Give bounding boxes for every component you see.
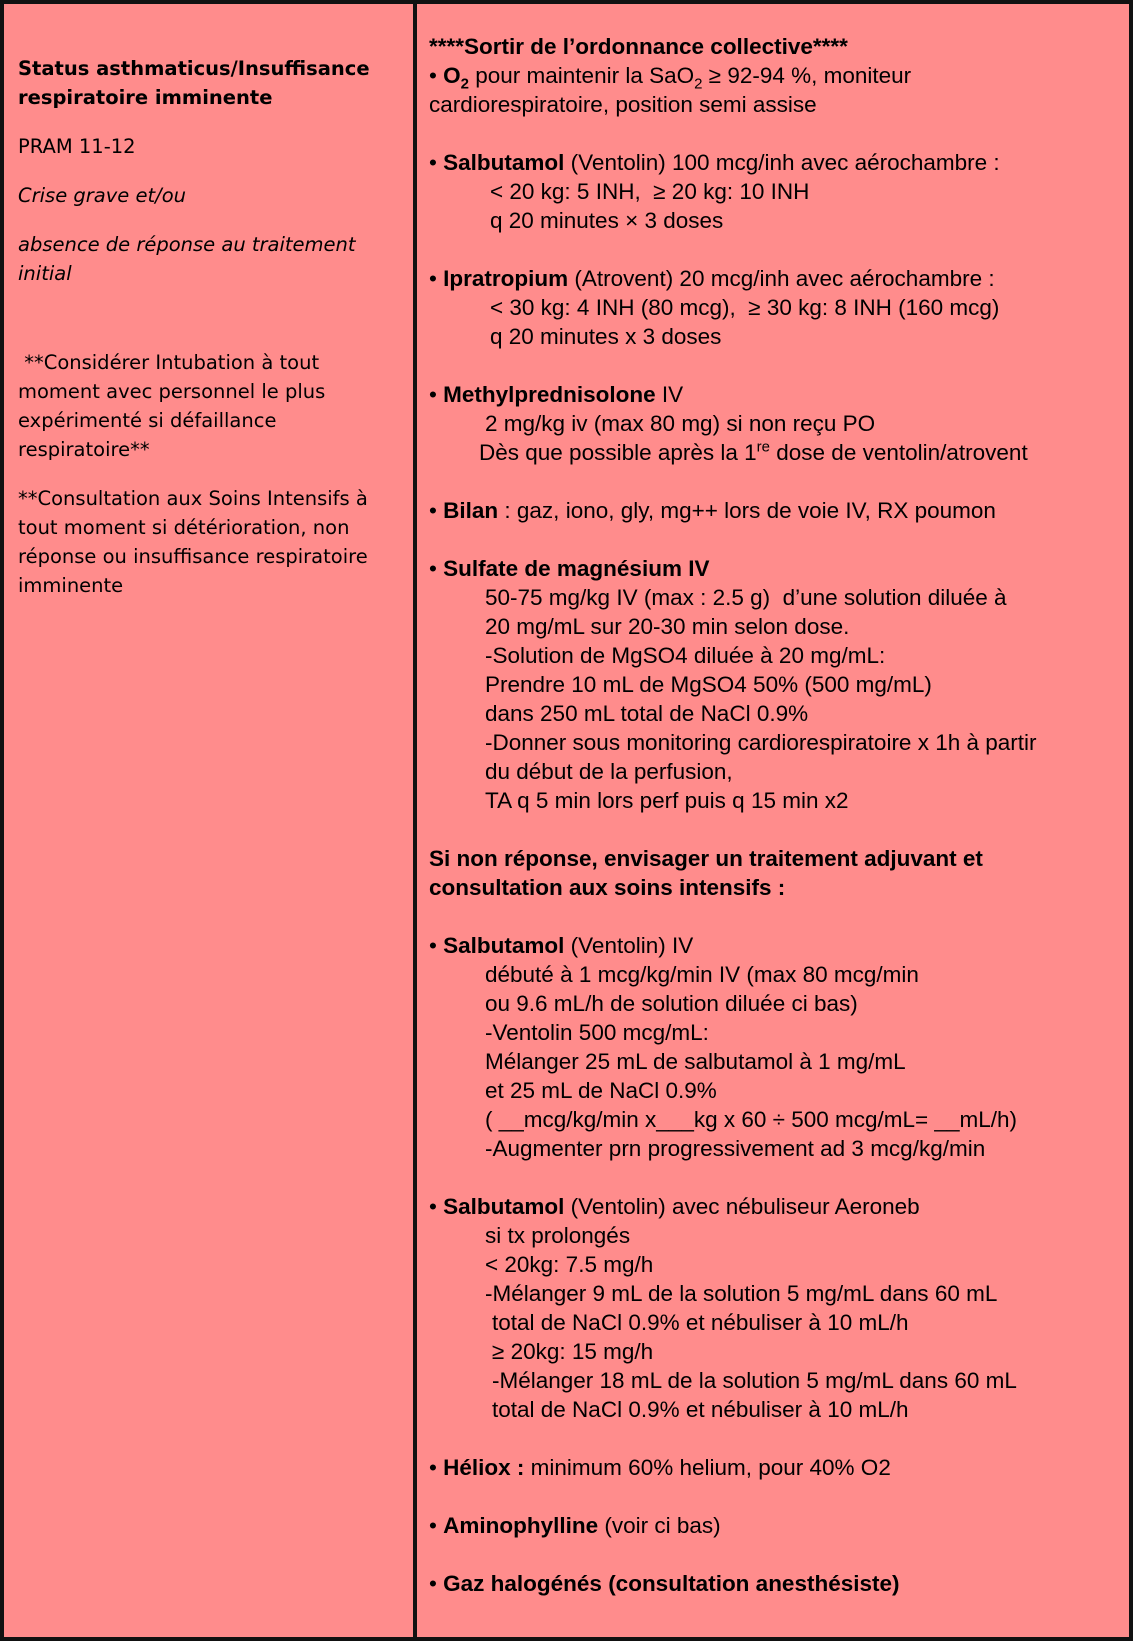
consultation-note: **Consultation aux Soins Intensifs à tout moment si détérioration, non réponse ou insuffisance respiratoire imminente bbox=[18, 487, 368, 597]
salbutamol-inh-item: • Salbutamol (Ventolin) 100 mcg/inh avec aérochambre : < 20 kg: 5 INH, ≥ 20 kg: 10 INH q 20 minutes × 3 doses bbox=[429, 150, 1000, 233]
ipratropium-item: • Ipratropium (Atrovent) 20 mcg/inh avec aérochambre : < 30 kg: 4 INH (80 mcg), ≥ 30 kg: 8 INH (160 mcg) q 20 minutes x 3 doses bbox=[429, 266, 1000, 349]
salbutamol-iv-item: • Salbutamol (Ventolin) IV débuté à 1 mcg/kg/min IV (max 80 mcg/min ou 9.6 mL/h de solution diluée ci bas) -Ventolin 500 mcg/mL: Mélanger 25 mL de salbutamol à 1 mg/mL et 25 mL de NaCl 0.9% ( __mcg/kg/min x___kg x 60 ÷ 500 mcg/mL= __mL/h) -Augmenter prn progressivement ad 3 mcg/kg/min bbox=[429, 933, 1017, 1161]
right-column bbox=[417, 4, 1129, 1637]
aminophylline-item: • Aminophylline (voir ci bas) bbox=[429, 1513, 721, 1538]
crise-label: Crise grave et/ou bbox=[18, 184, 186, 207]
bilan-item: • Bilan : gaz, iono, gly, mg++ lors de voie IV, RX poumon bbox=[429, 498, 996, 523]
pram-score: PRAM 11-12 bbox=[18, 135, 136, 158]
heliox-item: • Héliox : minimum 60% helium, pour 40% O2 bbox=[429, 1455, 891, 1480]
absence-label: absence de réponse au traitement initial bbox=[18, 233, 356, 285]
non-reponse-heading: Si non réponse, envisager un traitement adjuvant et consultation aux soins intensifs : bbox=[429, 846, 983, 900]
methylprednisolone-item: • Methylprednisolone IV 2 mg/kg iv (max 80 mg) si non reçu PO Dès que possible après la 1re dose de ventolin/atrovent bbox=[429, 382, 1028, 465]
magnesium-item: • Sulfate de magnésium IV 50-75 mg/kg IV (max : 2.5 g) d’une solution diluée à 20 mg/mL sur 20-30 min selon dose. -Solution de MgSO4 diluée à 20 mg/mL: Prendre 10 mL de MgSO4 50% (500 mg/mL) dans 250 mL total de NaCl 0.9% -Donner sous monitoring cardiorespiratoire x 1h à partir du début de la perfusion, TA q 5 min lors perf puis q 15 min x2 bbox=[429, 556, 1037, 813]
left-column bbox=[4, 4, 417, 1637]
gaz-halogenes-item: • Gaz halogénés (consultation anesthésiste) bbox=[429, 1571, 900, 1596]
condition-title: Status asthmaticus/Insuffisance respiratoire imminente bbox=[18, 57, 370, 109]
o2-item: • $O_2$ pour maintenir la SaO$_2$ ≥ 92-94 %, moniteur cardiorespiratoire, position semi assise bbox=[429, 63, 912, 117]
ordonnance-header: ****Sortir de l’ordonnance collective**** bbox=[429, 34, 848, 59]
intubation-note: **Considérer Intubation à tout moment avec personnel le plus expérimenté si défaillance respiratoire** bbox=[18, 351, 332, 461]
salbutamol-neb-item: • Salbutamol (Ventolin) avec nébuliseur Aeroneb si tx prolongés < 20kg: 7.5 mg/h -Mélanger 9 mL de la solution 5 mg/mL dans 60 mL total de NaCl 0.9% et nébuliser à 10 mL/h ≥ 20kg: 15 mg/h -Mélanger 18 mL de la solution 5 mg/mL dans 60 mL total de NaCl 0.9% et nébuliser à 10 mL/h bbox=[429, 1194, 1017, 1422]
